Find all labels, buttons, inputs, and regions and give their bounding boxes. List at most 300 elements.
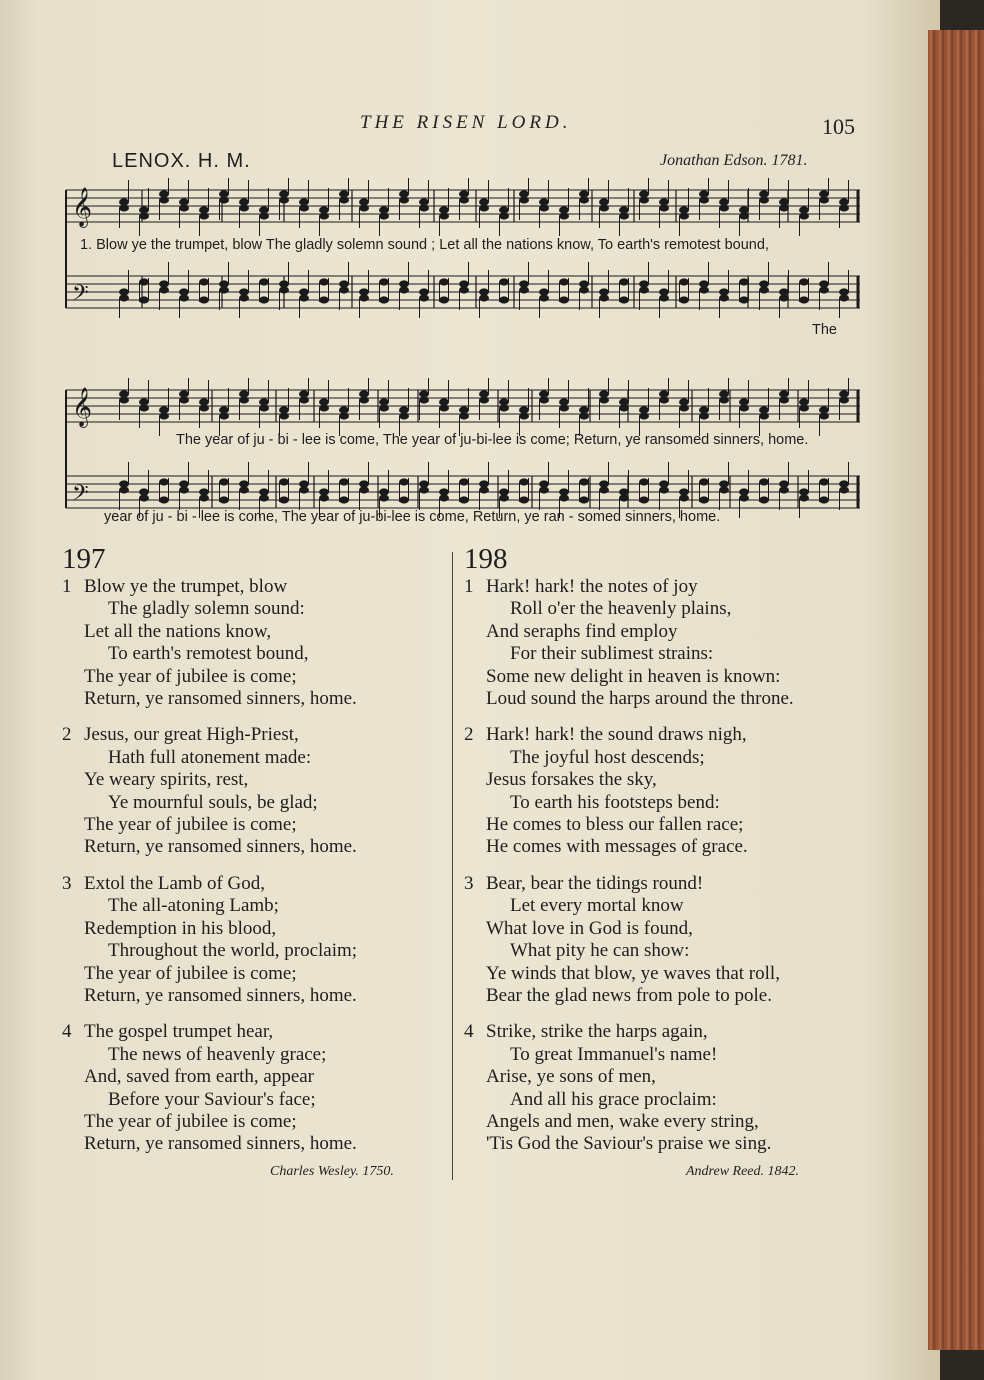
verse-line — [464, 643, 794, 665]
verse-text: Return, ye ransomed sinners, home. — [84, 836, 357, 858]
note-head — [479, 204, 489, 211]
verse-text: The year of jubilee is come; — [84, 962, 297, 984]
page-number: 105 — [822, 114, 855, 139]
note-head — [379, 494, 389, 501]
verse-line — [464, 918, 794, 940]
note-head — [359, 204, 369, 211]
verse-line — [62, 576, 357, 598]
note-head — [359, 396, 369, 403]
verse-line — [62, 836, 357, 858]
verse-text: Ye weary spirits, rest, — [84, 769, 249, 791]
verse-line — [62, 1066, 357, 1088]
verse-line — [62, 688, 357, 710]
verse-line — [464, 985, 794, 1007]
running-title: THE RISEN LORD. — [360, 112, 572, 133]
note-head — [819, 478, 829, 485]
note-head — [479, 294, 489, 301]
note-head — [279, 412, 289, 419]
verse-text: Hark! hark! the notes of joy — [486, 576, 698, 597]
verse-text: And, saved from earth, appear — [84, 1066, 315, 1088]
note-head — [339, 286, 349, 293]
stanza — [62, 873, 357, 1007]
hymn-197 — [62, 544, 357, 1170]
note-head — [559, 494, 569, 501]
note-head — [619, 296, 629, 303]
stanza — [464, 1021, 794, 1155]
note-head — [159, 196, 169, 203]
verse-text: Before your Saviour's face; — [108, 1088, 316, 1110]
note-head — [419, 396, 429, 403]
verse-line — [464, 621, 794, 643]
note-head — [439, 278, 449, 285]
note-head — [219, 412, 229, 419]
verse-text: He comes with messages of grace. — [486, 836, 748, 858]
note-head — [339, 412, 349, 419]
stanza — [62, 724, 357, 858]
note-head — [299, 486, 309, 493]
verse-line — [62, 963, 357, 985]
verse-line — [62, 747, 357, 769]
note-head — [639, 496, 649, 503]
note-head — [239, 204, 249, 211]
stanza-number: 1 — [464, 576, 474, 597]
note-head — [239, 294, 249, 301]
note-head — [179, 294, 189, 301]
note-head — [279, 478, 289, 485]
verse-text: Return, ye ransomed sinners, home. — [84, 688, 357, 710]
note-head — [699, 478, 709, 485]
note-head — [379, 278, 389, 285]
note-head — [399, 196, 409, 203]
note-head — [139, 278, 149, 285]
note-head — [659, 204, 669, 211]
verse-line — [62, 985, 357, 1007]
hymn-number: 198 — [464, 543, 508, 575]
verse-line — [464, 1089, 794, 1111]
verse-line — [464, 747, 794, 769]
note-head — [739, 494, 749, 501]
system-1-bass-lyric: The — [812, 322, 837, 338]
verse-line — [464, 895, 794, 917]
note-head — [399, 286, 409, 293]
system-2-bass-lyric: year of ju - bi - lee is come, The year of ju-bi-lee is come, Return, ye ran - somed sinners, home. — [104, 509, 721, 525]
note-head — [639, 286, 649, 293]
note-head — [219, 478, 229, 485]
verse-text: To earth his footsteps bend: — [510, 791, 720, 813]
note-head — [119, 486, 129, 493]
note-head — [579, 478, 589, 485]
verse-line — [62, 918, 357, 940]
verse-line — [464, 1044, 794, 1066]
note-head — [339, 496, 349, 503]
stanza-number: 3 — [464, 872, 474, 894]
note-head — [499, 212, 509, 219]
note-head — [119, 396, 129, 403]
stanza — [464, 873, 794, 1007]
note-head — [699, 196, 709, 203]
note-head — [819, 496, 829, 503]
note-head — [839, 396, 849, 403]
stanza — [62, 576, 357, 710]
verse-text: Some new delight in heaven is known: — [486, 665, 781, 687]
verse-text: Let all the nations know, — [84, 620, 272, 642]
verse-line — [464, 1111, 794, 1133]
note-head — [519, 412, 529, 419]
treble-clef: 𝄞 — [72, 387, 93, 427]
note-head — [379, 212, 389, 219]
note-head — [659, 396, 669, 403]
note-head — [759, 478, 769, 485]
note-head — [819, 412, 829, 419]
note-head — [299, 204, 309, 211]
note-head — [639, 478, 649, 485]
note-head — [599, 204, 609, 211]
verse-text: What love in God is found, — [486, 917, 693, 939]
note-head — [519, 286, 529, 293]
note-head — [779, 396, 789, 403]
verse-line — [62, 621, 357, 643]
note-head — [399, 496, 409, 503]
hymn-197-author: Charles Wesley. 1750. — [270, 1164, 394, 1179]
tune-name: LENOX. H. M. — [112, 150, 251, 172]
note-head — [199, 494, 209, 501]
note-head — [319, 494, 329, 501]
note-head — [459, 496, 469, 503]
verse-text: The all-atoning Lamb; — [108, 895, 279, 917]
note-head — [719, 486, 729, 493]
note-head — [319, 278, 329, 285]
note-head — [419, 294, 429, 301]
note-head — [319, 296, 329, 303]
verse-line — [464, 576, 794, 598]
note-head — [399, 412, 409, 419]
note-head — [719, 396, 729, 403]
note-head — [139, 404, 149, 411]
treble-clef: 𝄞 — [72, 187, 93, 227]
verse-text: And seraphs find employ — [486, 620, 678, 642]
note-head — [599, 486, 609, 493]
note-head — [519, 196, 529, 203]
note-head — [579, 496, 589, 503]
note-head — [259, 278, 269, 285]
note-head — [719, 294, 729, 301]
note-head — [259, 404, 269, 411]
hymn-198 — [464, 544, 794, 1170]
system-2-lyric: The year of ju - bi - lee is come, The year of ju-bi-lee is come; Return, ye ransomed sinners, home. — [176, 432, 809, 448]
verse-text: Arise, ye sons of men, — [486, 1066, 656, 1088]
verse-text: Bear, bear the tidings round! — [486, 872, 704, 894]
verse-line — [62, 1021, 357, 1043]
verse-text: The year of jubilee is come; — [84, 665, 297, 687]
note-head — [259, 296, 269, 303]
verse-line — [62, 792, 357, 814]
note-head — [659, 294, 669, 301]
tune-composer: Jonathan Edson. 1781. — [660, 152, 808, 169]
verse-line — [464, 598, 794, 620]
note-head — [599, 396, 609, 403]
note-head — [419, 486, 429, 493]
note-head — [799, 404, 809, 411]
note-head — [419, 204, 429, 211]
verse-text: Angels and men, wake every string, — [486, 1110, 759, 1132]
verse-text: Redemption in his blood, — [84, 917, 277, 939]
note-head — [439, 404, 449, 411]
note-head — [199, 212, 209, 219]
note-head — [499, 494, 509, 501]
note-head — [659, 486, 669, 493]
note-head — [799, 212, 809, 219]
note-head — [359, 294, 369, 301]
note-head — [579, 412, 589, 419]
note-head — [199, 296, 209, 303]
note-head — [139, 212, 149, 219]
verse-line — [464, 1133, 794, 1155]
verse-text: Hath full atonement made: — [108, 746, 312, 768]
note-head — [639, 412, 649, 419]
note-head — [339, 196, 349, 203]
note-head — [559, 212, 569, 219]
note-head — [799, 296, 809, 303]
stanza — [464, 724, 794, 858]
column-divider — [452, 552, 453, 1180]
note-head — [839, 204, 849, 211]
verse-text: The gladly solemn sound: — [108, 598, 305, 620]
verse-line — [62, 1133, 357, 1155]
note-head — [799, 494, 809, 501]
note-head — [539, 486, 549, 493]
verse-line — [62, 814, 357, 836]
verse-text: The joyful host descends; — [510, 746, 705, 768]
music-system-2 — [62, 378, 864, 528]
stanza-number: 4 — [464, 1021, 474, 1043]
note-head — [299, 396, 309, 403]
verse-line — [62, 769, 357, 791]
note-head — [759, 412, 769, 419]
note-head — [219, 196, 229, 203]
note-head — [759, 196, 769, 203]
note-head — [239, 486, 249, 493]
note-head — [779, 294, 789, 301]
note-head — [499, 404, 509, 411]
note-head — [499, 278, 509, 285]
note-head — [319, 212, 329, 219]
note-head — [179, 486, 189, 493]
note-head — [599, 294, 609, 301]
note-head — [179, 204, 189, 211]
note-head — [159, 286, 169, 293]
verse-line — [62, 598, 357, 620]
note-head — [539, 396, 549, 403]
note-head — [559, 404, 569, 411]
staff-notation-1 — [62, 178, 864, 328]
verse-line — [464, 666, 794, 688]
verse-line — [464, 1066, 794, 1088]
verse-line — [62, 940, 357, 962]
note-head — [439, 296, 449, 303]
note-head — [199, 404, 209, 411]
note-head — [539, 294, 549, 301]
verse-text: The gospel trumpet hear, — [84, 1021, 274, 1043]
verse-text: And all his grace proclaim: — [510, 1088, 717, 1110]
note-head — [579, 196, 589, 203]
note-head — [479, 396, 489, 403]
note-head — [819, 286, 829, 293]
note-head — [799, 278, 809, 285]
note-head — [739, 404, 749, 411]
note-head — [759, 496, 769, 503]
verse-text: Bear the glad news from pole to pole. — [486, 984, 772, 1006]
stanza-number: 2 — [464, 724, 474, 746]
stanza — [62, 1021, 357, 1155]
note-head — [679, 494, 689, 501]
verse-text: What pity he can show: — [510, 940, 690, 962]
note-head — [499, 296, 509, 303]
note-head — [459, 412, 469, 419]
verse-line — [62, 895, 357, 917]
verse-text: Roll o'er the heavenly plains, — [510, 598, 732, 620]
verse-line — [62, 724, 357, 746]
verse-text: 'Tis God the Saviour's praise we sing. — [486, 1133, 772, 1155]
note-head — [819, 196, 829, 203]
note-head — [619, 404, 629, 411]
note-head — [539, 204, 549, 211]
verse-line — [464, 836, 794, 858]
note-head — [779, 204, 789, 211]
verse-line — [464, 814, 794, 836]
note-head — [639, 196, 649, 203]
verse-line — [464, 873, 794, 895]
note-head — [259, 212, 269, 219]
note-head — [139, 296, 149, 303]
note-head — [719, 204, 729, 211]
note-head — [379, 404, 389, 411]
note-head — [239, 396, 249, 403]
verse-text: Jesus, our great High-Priest, — [84, 724, 299, 746]
verse-line — [464, 1021, 794, 1043]
note-head — [739, 212, 749, 219]
verse-text: Ye winds that blow, ye waves that roll, — [486, 962, 780, 984]
note-head — [279, 196, 289, 203]
note-head — [459, 478, 469, 485]
note-head — [559, 296, 569, 303]
verse-line — [464, 769, 794, 791]
verse-text: For their sublimest strains: — [510, 643, 714, 665]
note-head — [219, 496, 229, 503]
note-head — [459, 196, 469, 203]
bass-clef: 𝄢 — [72, 281, 89, 311]
note-head — [159, 412, 169, 419]
verse-text: Hark! hark! the sound draws nigh, — [486, 724, 747, 746]
note-head — [699, 496, 709, 503]
verse-text: He comes to bless our fallen race; — [486, 814, 744, 836]
note-head — [399, 478, 409, 485]
verse-text: The year of jubilee is come; — [84, 814, 297, 836]
hymn-number: 197 — [62, 543, 106, 575]
note-head — [759, 286, 769, 293]
note-head — [159, 496, 169, 503]
note-head — [679, 404, 689, 411]
note-head — [519, 478, 529, 485]
note-head — [579, 286, 589, 293]
verse-text: Jesus forsakes the sky, — [486, 769, 657, 791]
note-head — [559, 278, 569, 285]
verse-line — [62, 1089, 357, 1111]
note-head — [839, 294, 849, 301]
note-head — [279, 286, 289, 293]
verse-line — [464, 724, 794, 746]
stanza — [464, 576, 794, 710]
note-head — [679, 278, 689, 285]
stanza-number: 1 — [62, 576, 72, 597]
verse-text: Blow ye the trumpet, blow — [84, 576, 288, 597]
verse-text: The news of heavenly grace; — [108, 1043, 327, 1065]
book-spine — [928, 30, 984, 1350]
verse-line — [464, 940, 794, 962]
note-head — [159, 478, 169, 485]
note-head — [279, 496, 289, 503]
verse-text: To great Immanuel's name! — [510, 1043, 718, 1065]
note-head — [619, 278, 629, 285]
verse-line — [62, 1111, 357, 1133]
verse-line — [62, 873, 357, 895]
note-head — [699, 286, 709, 293]
verse-text: Loud sound the harps around the throne. — [486, 688, 794, 710]
verse-text: Extol the Lamb of God, — [84, 872, 265, 894]
note-head — [479, 486, 489, 493]
verse-text: The year of jubilee is come; — [84, 1110, 297, 1132]
note-head — [779, 486, 789, 493]
verse-line — [464, 792, 794, 814]
note-head — [219, 286, 229, 293]
stanza-number: 4 — [62, 1021, 72, 1043]
note-head — [519, 496, 529, 503]
verse-line — [62, 1044, 357, 1066]
note-head — [679, 212, 689, 219]
note-head — [119, 204, 129, 211]
note-head — [679, 296, 689, 303]
verse-text: Let every mortal know — [510, 895, 684, 917]
note-head — [119, 294, 129, 301]
verse-line — [464, 688, 794, 710]
note-head — [439, 212, 449, 219]
note-head — [199, 278, 209, 285]
verse-text: Ye mournful souls, be glad; — [108, 791, 318, 813]
note-head — [179, 396, 189, 403]
note-head — [379, 296, 389, 303]
note-head — [259, 494, 269, 501]
note-head — [739, 278, 749, 285]
note-head — [739, 296, 749, 303]
note-head — [699, 412, 709, 419]
verse-text: Return, ye ransomed sinners, home. — [84, 1133, 357, 1155]
note-head — [299, 294, 309, 301]
note-head — [839, 486, 849, 493]
verse-line — [464, 963, 794, 985]
verse-line — [62, 643, 357, 665]
music-system-1 — [62, 178, 864, 328]
verse-text: Throughout the world, proclaim; — [108, 940, 358, 962]
note-head — [319, 404, 329, 411]
stanza-number: 3 — [62, 872, 72, 894]
note-head — [139, 494, 149, 501]
verse-line — [62, 666, 357, 688]
hymn-198-author: Andrew Reed. 1842. — [686, 1164, 800, 1179]
note-head — [619, 212, 629, 219]
note-head — [439, 494, 449, 501]
bass-clef: 𝄢 — [72, 481, 89, 511]
verse-text: Strike, strike the harps again, — [486, 1021, 708, 1043]
system-1-lyric: 1. Blow ye the trumpet, blow The gladly solemn sound ; Let all the nations know, To earth's remotest bound, — [80, 237, 769, 253]
